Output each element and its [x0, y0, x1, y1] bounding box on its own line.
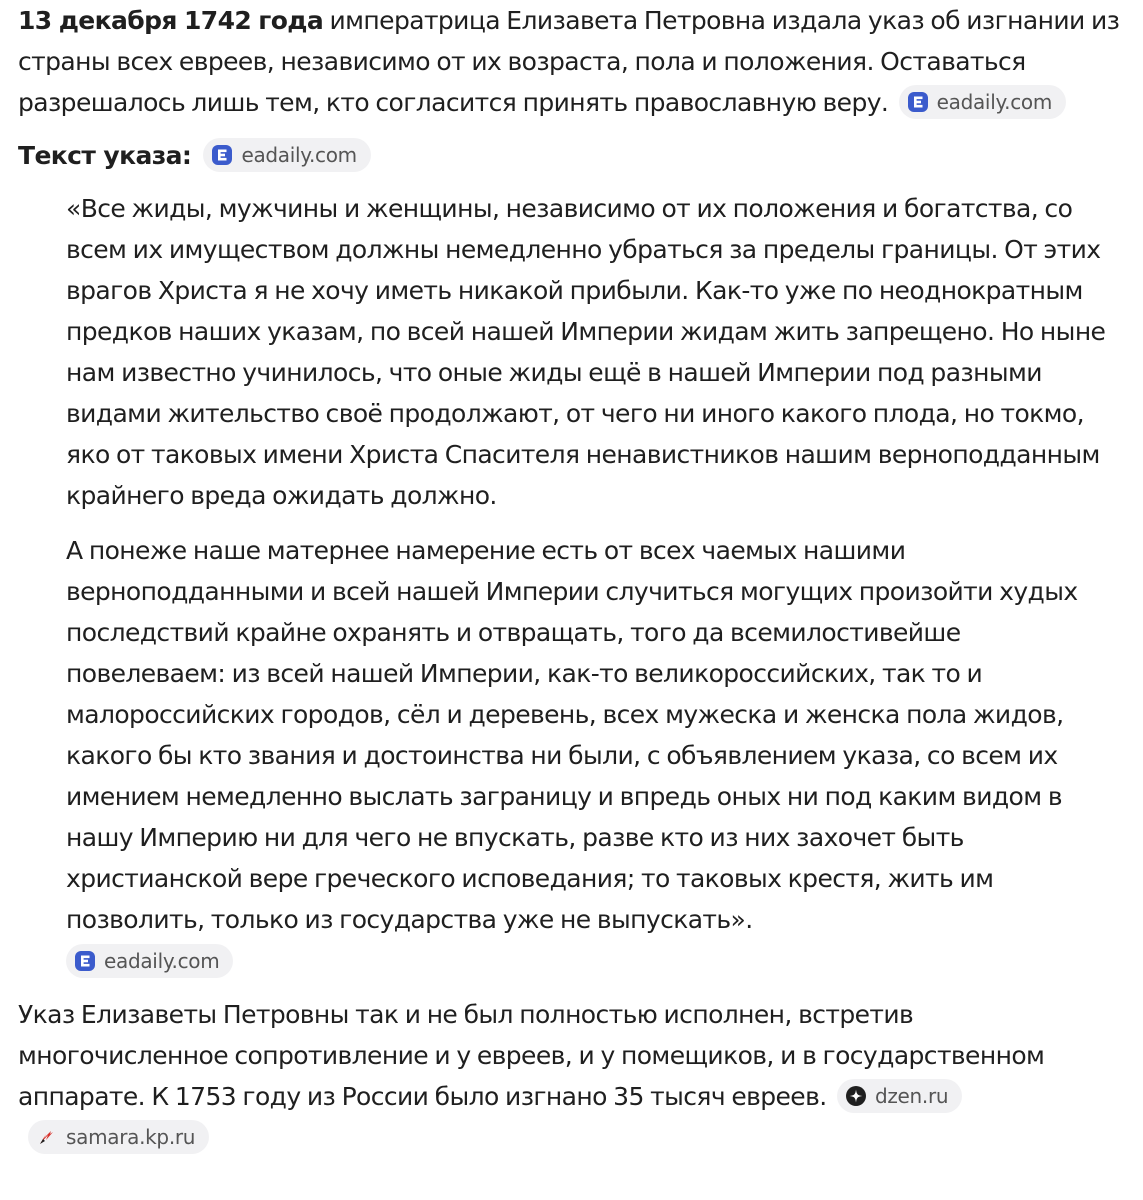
dzen-logo-icon: [845, 1085, 867, 1107]
source-chip-label: eadaily.com: [104, 949, 220, 973]
outro-text: Указ Елизаветы Петровны так и не был полностью исполнен, встретив многочисленное сопротивление и у евреев, и у помещиков, и в государственном аппарате. К 1753 году из России было изгнано 35 тысяч евреев.: [18, 1000, 1045, 1111]
source-chip-dzen[interactable]: [837, 1079, 962, 1113]
quote-paragraph: «Все жиды, мужчины и женщины, независимо от их положения и богатства, со всем их имуществом должны немедленно убраться за пределы границы. От этих врагов Христа я не хочу иметь никакой прибыли. Как-то уже по неоднократным предков наших указам, по всей нашей Империи жидам жить запрещено. Но ныне нам известно учинилось, что оные жиды ещё в нашей Империи под разными видами жительство своё продолжают, от чего ни иного какого плода, но токмо, яко от таковых имени Христа Спасителя ненавистников нашим верноподданным крайнего вреда ожидать должно.: [66, 194, 1106, 510]
intro-text: императрица Елизавета Петровна издала указ об изгнании из страны всех евреев, независимо от их возраста, пола и положения. Оставаться разрешалось лишь тем, кто согласится принять православную веру.: [18, 6, 1120, 117]
source-chip-eadaily[interactable]: [899, 85, 1066, 119]
quote-paragraph: А понеже наше матернее намерение есть от всех чаемых нашими верноподданными и всей нашей Империи случиться могущих произойти худых последствий крайне охранять и отвращать, того да всемилостивейше повелеваем: из всей нашей Империи, как-то великороссийских, так то и малороссийских городов, сёл и деревень, всех мужеска и женска пола жидов, какого бы кто звания и достоинства ни были, с объявлением указа, со всем их имением немедленно выслать заграницу и впредь оных ни под каким видом в нашу Империю ни для чего не впускать, разве кто из них захочет быть христианской вере греческого исповедания; то таковых крестя, жить им позволить, только из государства уже не выпускать».: [66, 536, 1078, 934]
source-chip-label: samara.kp.ru: [66, 1125, 196, 1149]
source-chip-label: eadaily.com: [936, 90, 1053, 114]
kp-logo-icon: [36, 1126, 58, 1148]
outro-paragraph: [18, 994, 1125, 1158]
source-chip-kp[interactable]: [28, 1120, 209, 1154]
eadaily-logo-icon: [211, 144, 233, 166]
eadaily-logo-icon: [74, 950, 96, 972]
decree-heading-label: Текст указа: [18, 141, 182, 170]
intro-paragraph: [18, 0, 1125, 123]
decree-heading: [18, 135, 1125, 176]
source-chip-label: dzen.ru: [874, 1084, 949, 1108]
intro-date: 13 декабря 1742 года: [18, 6, 324, 35]
source-chip-eadaily[interactable]: [66, 944, 233, 978]
quote-source: [66, 946, 1125, 980]
source-chip-eadaily[interactable]: [203, 138, 370, 172]
decree-heading-colon: :: [181, 141, 192, 170]
decree-quote: [18, 188, 1125, 980]
source-chip-label: eadaily.com: [241, 143, 357, 167]
eadaily-logo-icon: [907, 91, 929, 113]
